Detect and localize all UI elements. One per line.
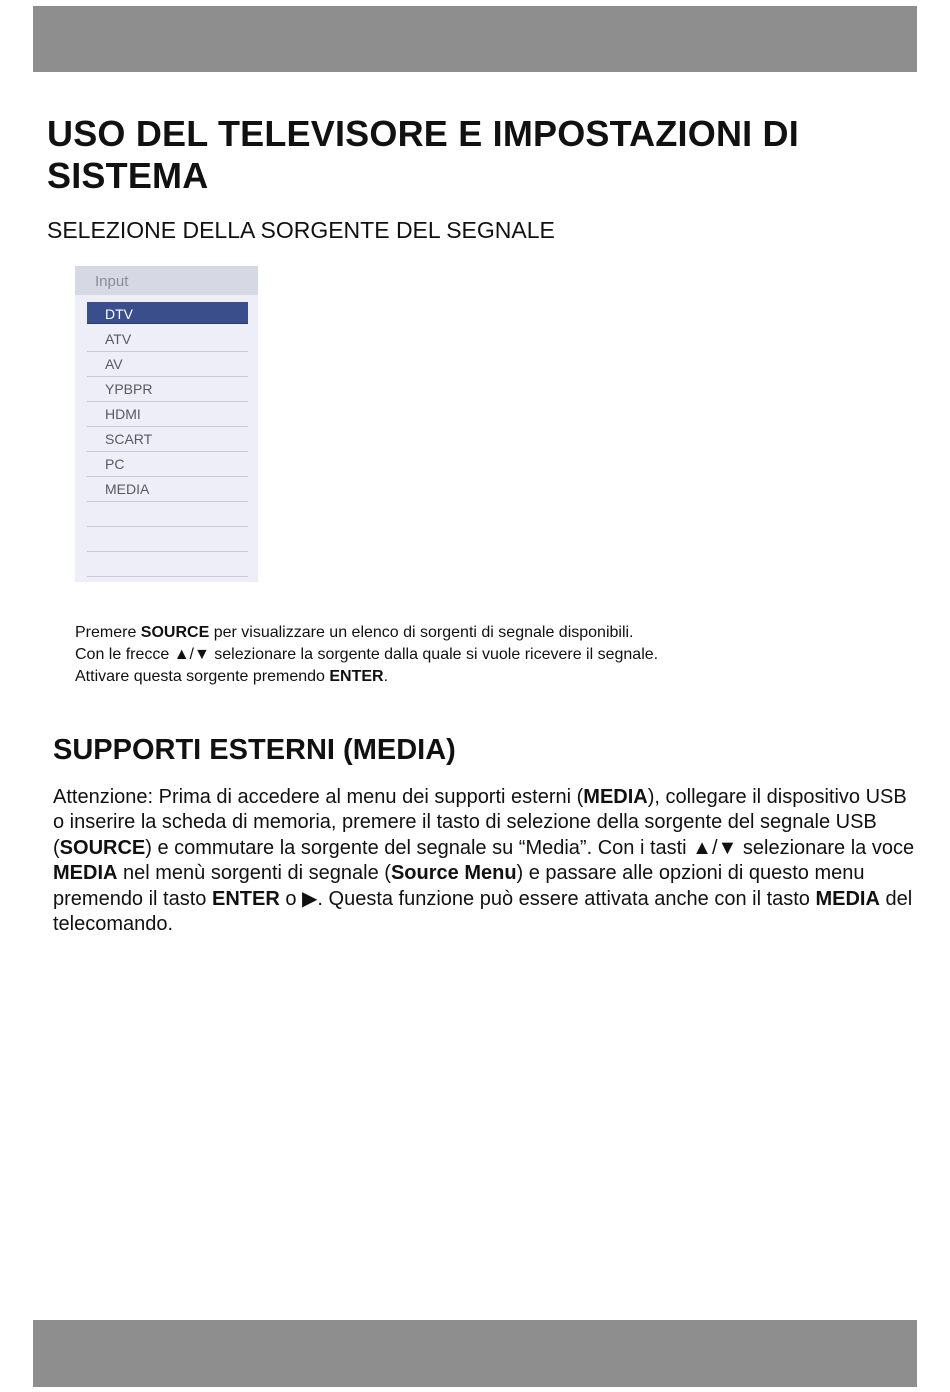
instruction-text: Premere — [75, 624, 141, 641]
instruction-line-3 — [75, 666, 895, 688]
media-section-paragraph — [53, 785, 923, 937]
top-gray-band — [33, 6, 917, 72]
source-item-ypbpr: YPBPR — [87, 377, 248, 402]
paragraph-text: o ▶. Questa funzione può essere attivata anche con il tasto — [279, 887, 816, 910]
source-menu-keyword: Source Menu — [390, 862, 517, 885]
source-instructions — [75, 622, 895, 688]
paragraph-text: ) e commutare la sorgente del segnale su “Media”. Con i tasti ▲/▼ selezionare la voce — [145, 836, 915, 859]
instruction-text: . — [383, 668, 389, 685]
page-title-line-2: SISTEMA — [47, 155, 209, 196]
source-item-hdmi: HDMI — [87, 402, 248, 427]
source-item-media: MEDIA — [87, 477, 248, 502]
input-source-list — [87, 302, 248, 577]
source-item-scart: SCART — [87, 427, 248, 452]
enter-key-label: ENTER — [329, 668, 384, 685]
media-keyword: MEDIA — [815, 887, 880, 910]
enter-keyword: ENTER — [211, 887, 280, 910]
instruction-line-1 — [75, 622, 895, 644]
page-title — [47, 113, 907, 197]
source-keyword: SOURCE — [59, 836, 146, 859]
paragraph-text: ), collegare il dispositivo USB o inserire la scheda di memoria, premere il tasto di selezione della sorgente del segnale USB ( — [53, 786, 907, 859]
paragraph-text: del telecomando. — [53, 887, 913, 936]
page-title-line-1: USO DEL TELEVISORE E IMPOSTAZIONI DI — [47, 113, 799, 154]
media-section-title: SUPPORTI ESTERNI (MEDIA) — [53, 734, 456, 766]
source-item-empty — [87, 527, 248, 552]
source-item-av: AV — [87, 352, 248, 377]
instruction-text: per visualizzare un elenco di sorgenti di segnale disponibili. — [209, 624, 634, 641]
source-item-empty — [87, 552, 248, 577]
input-menu-title: Input — [75, 266, 258, 295]
paragraph-text: Attenzione: Prima di accedere al menu dei supporti esterni ( — [53, 786, 584, 808]
source-item-atv: ATV — [87, 327, 248, 352]
paragraph-text: nel menù sorgenti di segnale ( — [117, 862, 391, 885]
bottom-gray-band — [33, 1320, 917, 1387]
source-key-label: SOURCE — [140, 624, 210, 641]
source-item-pc: PC — [87, 452, 248, 477]
page-subtitle: SELEZIONE DELLA SORGENTE DEL SEGNALE — [47, 217, 555, 243]
instruction-line-2: Con le frecce ▲/▼ selezionare la sorgente dalla quale si vuole ricevere il segnale. — [75, 646, 659, 663]
source-item-dtv: DTV — [87, 302, 248, 324]
media-keyword: MEDIA — [53, 862, 118, 885]
source-item-empty — [87, 502, 248, 527]
media-keyword: MEDIA — [583, 786, 648, 808]
instruction-text: Attivare questa sorgente premendo — [75, 668, 330, 685]
paragraph-text: ) e passare alle opzioni di questo menu premendo il tasto — [53, 862, 865, 910]
input-source-menu-screenshot — [75, 266, 258, 582]
